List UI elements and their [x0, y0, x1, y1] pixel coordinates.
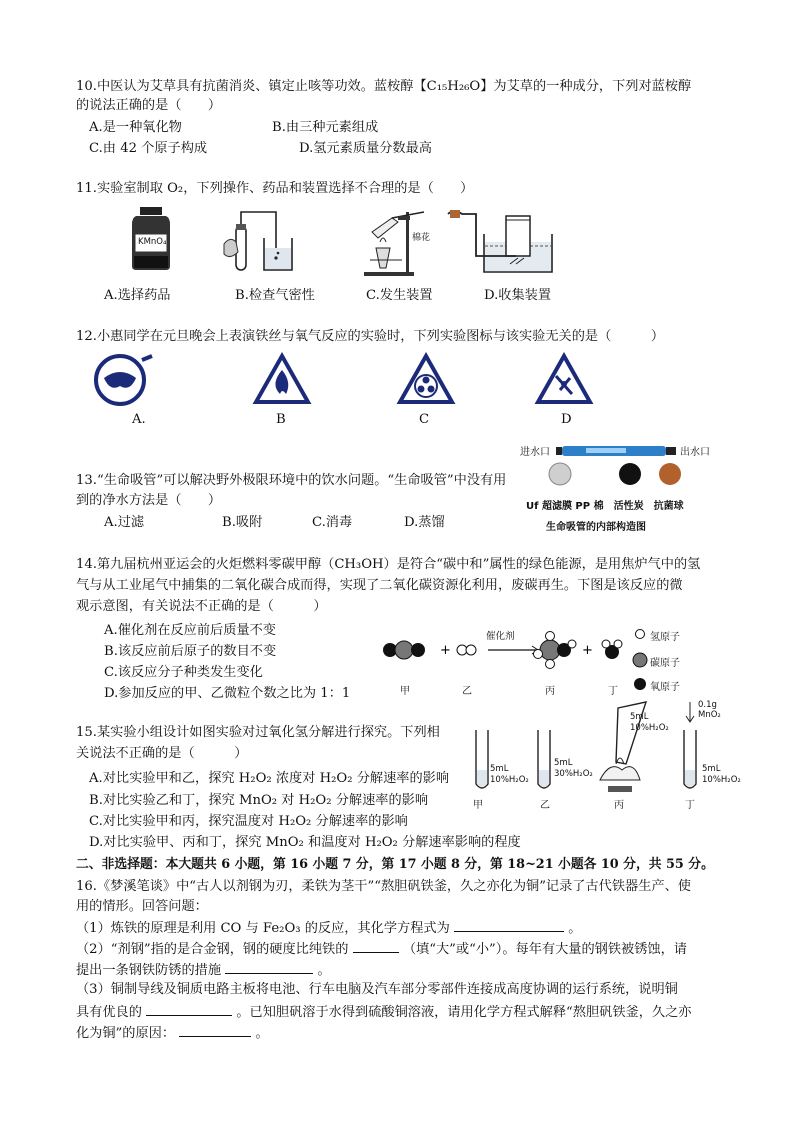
- q16-part3-text3: 化为铜”的原因：: [76, 1026, 176, 1041]
- q10-option-c: C.由 42 个原子构成: [89, 141, 208, 156]
- sharp-object-icon: [534, 352, 594, 408]
- q16-part1: [76, 918, 581, 938]
- q12-label-b: B: [276, 412, 286, 427]
- reactant-yi-label: 乙: [462, 686, 472, 697]
- q16-part1-text: （1）炼铁的原理是利用 CO 与 Fe₂O₃ 的反应，其化学方程式为: [76, 921, 450, 936]
- q14-option-b: B.该反应前后原子的数目不变: [104, 644, 277, 659]
- life-straw-figure: [556, 444, 680, 458]
- q13-option-d: D.蒸馏: [404, 515, 445, 530]
- straw-outlet-label: 出水口: [680, 447, 710, 458]
- section2-header: 二、非选择题：本大题共 6 小题，第 16 小题 7 分，第 17 小题 8 分，第 18~21 小题各 10 分，共 55 分。: [76, 857, 714, 872]
- tube-jia-name: 甲: [473, 800, 483, 811]
- q16-part2-text2: （填“大”或“小”）。每年有大量的钢铁被锈蚀，请: [402, 942, 687, 957]
- airtightness-figure: [220, 208, 300, 274]
- catalyst-label: 催化剂: [486, 631, 515, 642]
- q16-part2-cont: [76, 960, 331, 980]
- q12-label-d: D: [561, 412, 572, 427]
- goggles-safety-icon: [90, 352, 158, 408]
- kmno4-label: KMnO₄: [138, 237, 167, 247]
- q13-stem-line1: 13.“生命吸管”可以解决野外极限环境中的饮水问题。“生命吸管”中没有用: [76, 473, 507, 488]
- q16-part1-blank[interactable]: [454, 918, 564, 932]
- reactant-jia-label: 甲: [400, 686, 410, 697]
- product-ding-label: 丁: [608, 686, 618, 697]
- q16-part3-line1: （3）铜制导线及铜质电路主板将电池、行车电脑及汽车部分零部件连接成高度协调的运行系统，说明铜: [76, 982, 678, 997]
- collection-apparatus-figure: [446, 206, 554, 278]
- straw-parts-labels: Uf 超滤膜 PP 棉 活性炭 抗菌球: [526, 501, 684, 512]
- q16-part2-blank2[interactable]: [225, 960, 313, 974]
- product-bing-label: 丙: [545, 686, 555, 697]
- q10-option-a: A.是一种氧化物: [89, 120, 182, 135]
- q12-label-a: A.: [132, 412, 146, 427]
- q16-stem-line1: 16.《梦溪笔谈》中“古人以剂钢为刃，柔铁为茎干”“熬胆矾铁釜，久之亦化为铜”记录了古代铁器生产、使: [76, 879, 691, 894]
- straw-caption: 生命吸管的内部构造图: [546, 522, 646, 533]
- q16-part2-blank1[interactable]: [353, 939, 399, 953]
- q16-part3-line2: [76, 1002, 691, 1022]
- q13-stem-line2: 到的净水方法是（ ）: [76, 493, 222, 508]
- q10-stem-line1: 10.中医认为艾草具有抗菌消炎、镇定止咳等功效。蓝桉醇【C₁₅H₂₆O】为艾草的一种成分，下列对蓝桉醇: [76, 79, 692, 94]
- q10-option-b: B.由三种元素组成: [272, 120, 379, 135]
- tube-yi-name: 乙: [540, 800, 550, 811]
- q15-stem-line2: 关说法不正确的是（ ）: [76, 746, 248, 761]
- q14-option-d: D.参加反应的甲、乙微粒个数之比为 1：1: [104, 686, 351, 701]
- q14-option-a: A.催化剂在反应前后质量不变: [104, 623, 276, 638]
- straw-parts-figure: [548, 462, 688, 486]
- legend-oxygen: 氧原子: [650, 682, 680, 693]
- q15-stem-line1: 15.某实验小组设计如图实验对过氧化氢分解进行探究。下列相: [76, 725, 440, 740]
- legend-hydrogen: 氢原子: [650, 632, 680, 643]
- q11-option-a: A.选择药品: [104, 288, 171, 303]
- q14-stem-line3: 观示意图，有关说法不正确的是（ ）: [76, 599, 327, 614]
- straw-inlet-label: 进水口: [520, 447, 550, 458]
- q14-stem-line1: 14.第九届杭州亚运会的火炬燃料零碳甲醇（CH₃OH）是符合“碳中和”属性的绿色能源，是用焦炉气中的氢: [76, 557, 701, 572]
- q16-part3-blank1[interactable]: [146, 1002, 232, 1016]
- generation-apparatus-figure: [362, 202, 442, 278]
- q16-part2-text: （2）“剂钢”指的是合金钢，钢的硬度比纯铁的: [76, 942, 349, 957]
- q13-option-b: B.吸附: [222, 515, 263, 530]
- q16-part1-end: 。: [568, 921, 582, 936]
- tube-bing-name: 丙: [614, 800, 624, 811]
- q12-stem: 12.小惠同学在元旦晚会上表演铁丝与氧气反应的实验时，下列实验图标与该实验无关的是（ ）: [76, 329, 665, 344]
- reaction-micro-diagram: [380, 624, 680, 700]
- q11-option-b: B.检查气密性: [235, 288, 315, 303]
- q11-stem: 11.实验室制取 O₂，下列操作、药品和装置选择不合理的是（ ）: [76, 181, 474, 196]
- q16-part3-line3: [76, 1023, 269, 1043]
- mno2-label: 0.1g MnO₂: [698, 700, 721, 720]
- q16-stem-line2: 用的情形。回答问题：: [76, 899, 208, 914]
- tube-ding-name: 丁: [685, 800, 695, 811]
- q14-option-c: C.该反应分子种类发生变化: [104, 665, 263, 680]
- ventilation-fan-icon: [396, 352, 456, 408]
- legend-carbon: 碳原子: [650, 658, 680, 669]
- h2o2-experiment-figure: [470, 700, 750, 812]
- q16-part3-end: 。: [255, 1026, 269, 1041]
- q10-option-d: D.氢元素质量分数最高: [299, 141, 432, 156]
- q16-part3-blank2[interactable]: [179, 1023, 251, 1037]
- q15-option-c: C.对比实验甲和丙，探究温度对 H₂O₂ 分解速率的影响: [89, 814, 408, 829]
- tube-bing-label: 5mL 10%H₂O₂: [630, 712, 669, 733]
- q16-part3-text2: 。已知胆矾溶于水得到硫酸铜溶液，请用化学方程式解释“熬胆矾铁釜，久之亦: [236, 1005, 692, 1020]
- q15-option-a: A.对比实验甲和乙，探究 H₂O₂ 浓度对 H₂O₂ 分解速率的影响: [89, 771, 450, 786]
- q16-part2: [76, 939, 687, 959]
- kmno4-bottle-figure: [126, 206, 176, 272]
- tube-jia-label: 5mL 10%H₂O₂: [490, 764, 529, 785]
- cotton-label: 棉花: [412, 233, 431, 243]
- q15-option-d: D.对比实验甲、丙和丁，探究 MnO₂ 和温度对 H₂O₂ 分解速率影响的程度: [89, 835, 521, 850]
- q14-stem-line2: 气与从工业尾气中捕集的二氧化碳合成而得，实现了二氧化碳资源化利用，废碳再生。下图是该反应的微: [76, 578, 683, 593]
- q13-option-c: C.消毒: [312, 515, 353, 530]
- fire-hazard-icon: [252, 352, 312, 408]
- q15-option-b: B.对比实验乙和丁，探究 MnO₂ 对 H₂O₂ 分解速率的影响: [89, 793, 429, 808]
- tube-yi-label: 5mL 30%H₂O₂: [554, 758, 593, 779]
- tube-ding-label: 5mL 10%H₂O₂: [702, 764, 741, 785]
- q13-option-a: A.过滤: [104, 515, 145, 530]
- svg-text:+: +: [440, 643, 451, 658]
- svg-text:+: +: [582, 643, 593, 658]
- q16-part3-text: 具有优良的: [76, 1005, 142, 1020]
- q12-label-c: C: [419, 412, 430, 427]
- q10-stem-line2: 的说法正确的是（ ）: [76, 98, 222, 113]
- q16-part2-end: 。: [317, 963, 331, 978]
- q11-option-c: C.发生装置: [366, 288, 433, 303]
- q16-part2-text3: 提出一条钢铁防锈的措施: [76, 963, 222, 978]
- q11-option-d: D.收集装置: [484, 288, 552, 303]
